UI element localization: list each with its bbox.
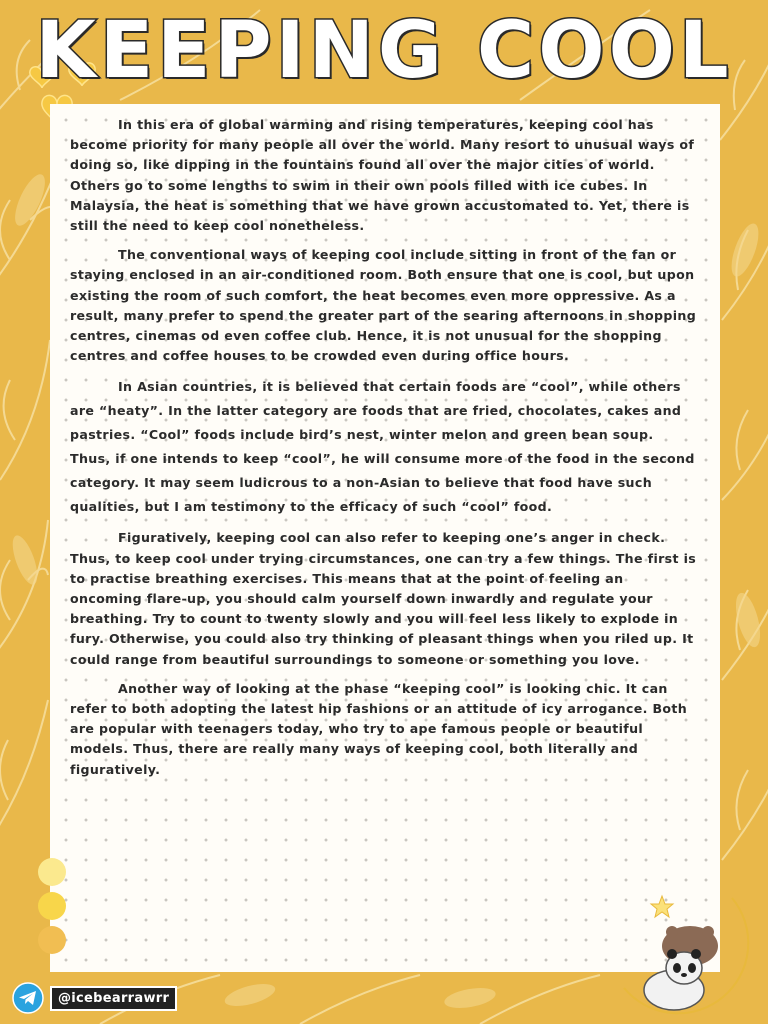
page-title: KEEPING COOL bbox=[35, 6, 733, 96]
telegram-icon[interactable] bbox=[12, 982, 44, 1014]
paragraph: Figuratively, keeping cool can also refer to keeping one’s anger in check. Thus, to keep cool under trying circumstances, one can try a few things. The first is to practise breathing exercises. This means that at the point of feeling an oncoming flare-up, you should calm yourself down inwardly and regulate your breathing. Try to count to twenty slowly and you will feel less likely to explode in fury. Otherwise, you could also try thinking of pleasant things when you riled up. It could range from beautiful surroundings to someone or something you love. bbox=[70, 530, 697, 667]
handle-label: @icebearrawrr bbox=[50, 986, 177, 1011]
essay-body bbox=[70, 115, 698, 789]
bear-on-moon-illustration bbox=[612, 892, 762, 1018]
paragraph: In Asian countries, it is believed that certain foods are “cool”, while others are “heaty”. In the latter category are foods that are fried, chocolates, cakes and pastries. “Cool” foods include bird’s nest, winter melon and green bean soup. Thus, if one intends to keep “cool”, he will consume more of the food in the second category. It may seem ludicrous to a non-Asian to believe that food have such qualities, but I am testimony to the efficacy of such “cool” food. bbox=[70, 379, 695, 515]
color-dots-decoration bbox=[34, 856, 70, 960]
paragraph: In this era of global warming and rising temperatures, keeping cool has become priority for many people all over the world. Many resort to unusual ways of doing so, like dipping in the fountains found all over the major cities of world. Others go to some lengths to swim in their own pools filled with ice cubes. In Malaysia, the heat is something that we have grown accustomated to. Yet, there is still the need to keep cool nonetheless. bbox=[70, 117, 695, 234]
paragraph: The conventional ways of keeping cool include sitting in front of the fan or staying enclosed in an air-conditioned room. Both ensure that one is cool, but upon existing the room of such comfort, the heat becomes even more oppressive. As a result, many prefer to spend the greater part of the searing afternoons in shopping centres, cinemas od even coffee club. Hence, it is not unusual for the shopping centres and coffee houses to be crowded even during office hours. bbox=[70, 247, 697, 364]
paragraph: Another way of looking at the phase “keeping cool” is looking chic. It can refer to both adopting the latest hip fashions or an attitude of icy arrogance. Both are popular with teenagers today, who try to ape famous people or beautiful models. Thus, there are really many ways of keeping cool, both literally and figuratively. bbox=[70, 680, 688, 777]
social-handle[interactable] bbox=[12, 982, 177, 1014]
